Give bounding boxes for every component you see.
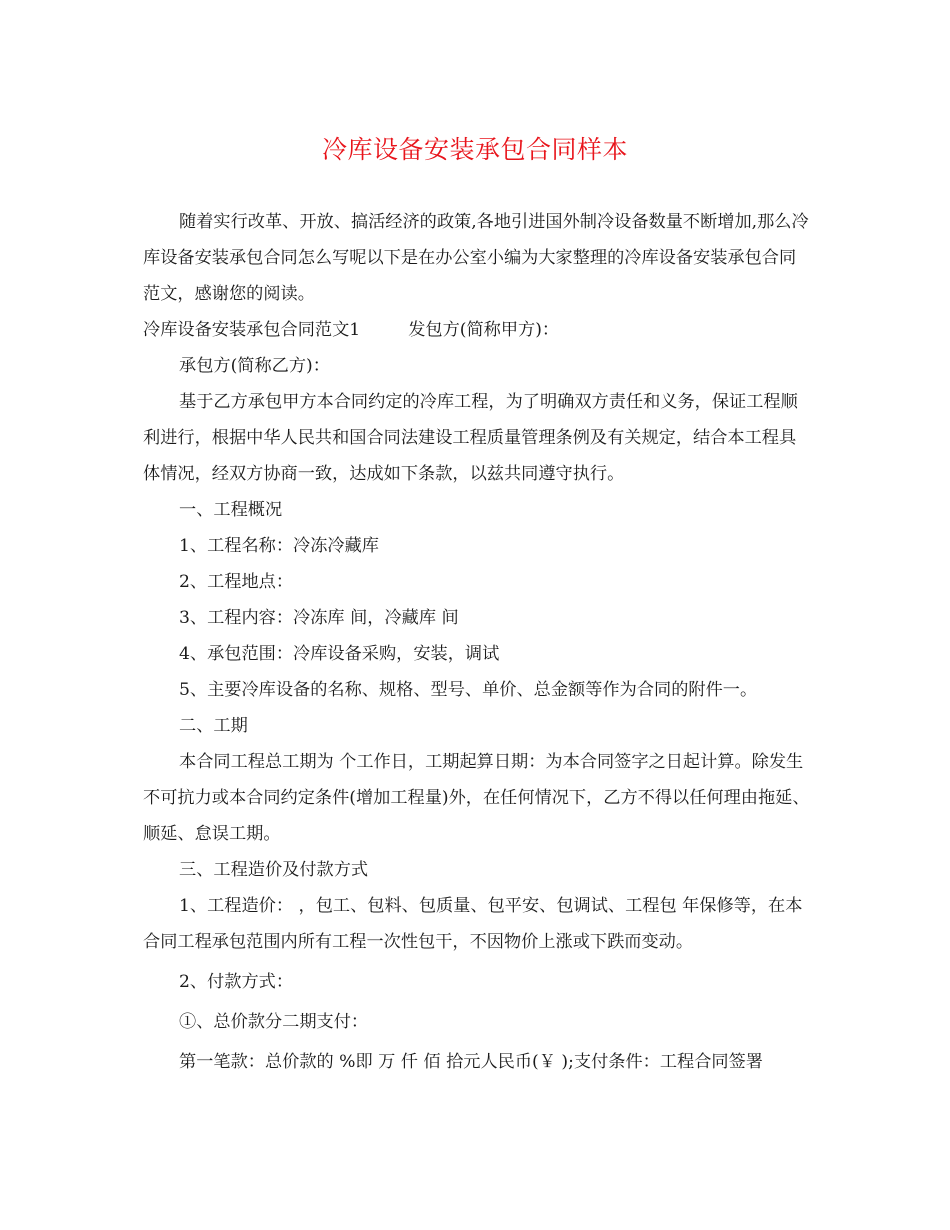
clause-project-price: 1、工程造价： ，包工、包料、包质量、包平安、包调试、工程包 年保修等，在本合同工程承包范围内所有工程一次性包干，不因物价上涨或下跌而变动。 (143, 896, 803, 952)
document-title: 冷库设备安装承包合同样本 (321, 135, 628, 164)
section-heading-overview: 一、工程概况 (179, 500, 283, 520)
party-a-label: 发包方(简称甲方)： (408, 320, 560, 340)
sample-heading: 冷库设备安装承包合同范文1 (143, 320, 361, 340)
clause-equipment-list: 5、主要冷库设备的名称、规格、型号、单价、总金额等作为合同的附件一。 (179, 680, 758, 700)
clause-project-location: 2、工程地点： (179, 572, 294, 592)
schedule-paragraph: 本合同工程总工期为 个工作日，工期起算日期：为本合同签字之日起计算。除发生不可抗力或本合同约定条件(增加工程量)外，在任何情况下，乙方不得以任何理由拖延、顺延、怠误工期。 (143, 752, 810, 844)
document-body (143, 204, 813, 1080)
clause-first-payment: 第一笔款：总价款的 %即 万 仟 佰 拾元人民币(￥ );支付条件：工程合同签署 (179, 1052, 763, 1072)
party-b-label: 承包方(简称乙方)： (179, 356, 330, 376)
clause-payment-method: 2、付款方式： (179, 972, 294, 992)
clause-project-content: 3、工程内容：冷冻库 间，冷藏库 间 (179, 608, 459, 628)
preamble-paragraph: 基于乙方承包甲方本合同约定的冷库工程，为了明确双方责任和义务，保证工程顺利进行，根据中华人民共和国合同法建设工程质量管理条例及有关规定，结合本工程具体情况，经双方协商一致，达成如下条款，以兹共同遵守执行。 (143, 392, 798, 484)
sample-heading-line (143, 312, 813, 348)
clause-contract-scope: 4、承包范围：冷库设备采购，安装，调试 (179, 644, 500, 664)
section-heading-schedule: 二、工期 (179, 716, 248, 736)
intro-paragraph: 随着实行改革、开放、搞活经济的政策,各地引进国外制冷设备数量不断增加,那么冷库设备安装承包合同怎么写呢以下是在办公室小编为大家整理的冷库设备安装承包合同范文，感谢您的阅读。 (143, 212, 809, 304)
section-heading-price-payment: 三、工程造价及付款方式 (179, 860, 369, 880)
clause-project-name: 1、工程名称：冷冻冷藏库 (179, 536, 379, 556)
clause-installments: ①、总价款分二期支付： (179, 1012, 369, 1032)
